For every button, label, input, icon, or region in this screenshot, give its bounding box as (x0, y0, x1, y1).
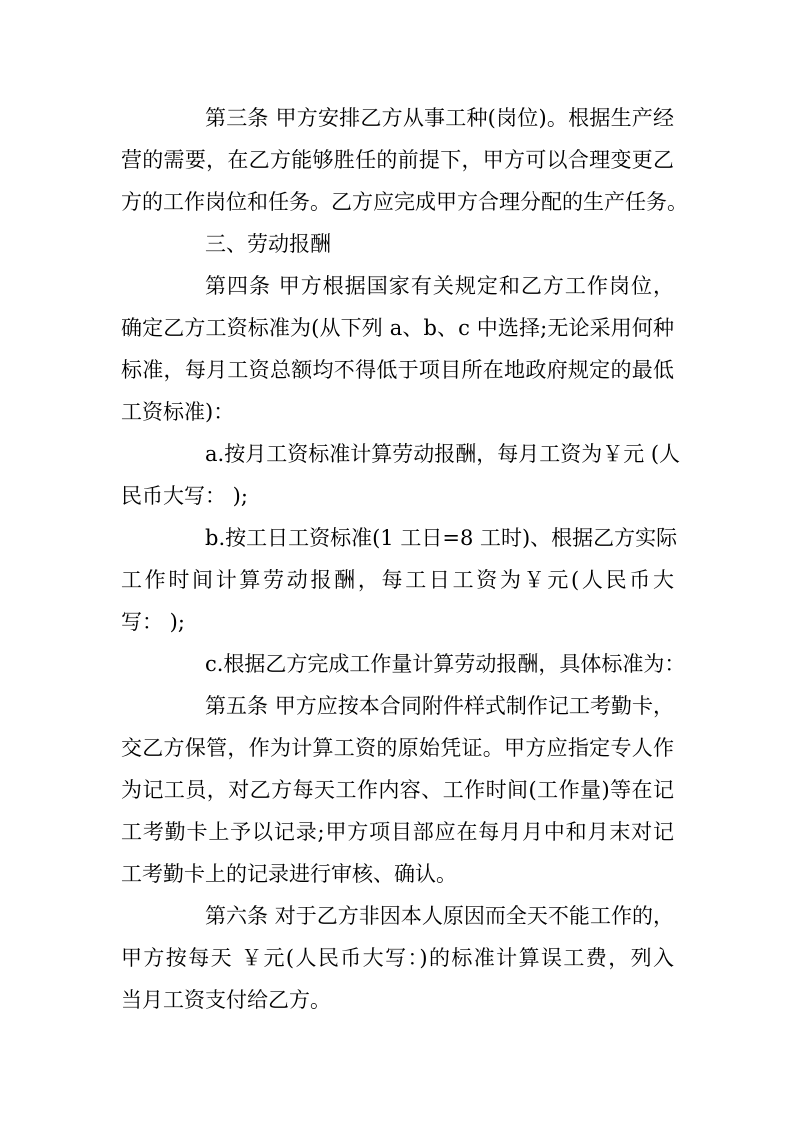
option-b-line-1: b.按工日工资标准(1 工日=8 工时)、根据乙方实际 (205, 526, 678, 550)
article5-line-1: 第五条 甲方应按本合同附件样式制作记工考勤卡， (205, 694, 674, 718)
article5-line-5: 工考勤卡上的记录进行审核、确认。 (121, 862, 457, 886)
option-a-line-1: a.按月工资标准计算劳动报酬，每月工资为￥元 (人 (205, 442, 681, 466)
section3-heading: 三、劳动报酬 (205, 232, 331, 256)
article5-line-2: 交乙方保管，作为计算工资的原始凭证。甲方应指定专人作 (121, 736, 674, 760)
article4-line-1: 第四条 甲方根据国家有关规定和乙方工作岗位， (205, 274, 674, 298)
option-b-line-3: 写： ); (121, 610, 185, 634)
article6-line-2: 甲方按每天 ￥元(人民币大写：)的标准计算误工费，列入 (121, 946, 674, 970)
article6-line-1: 第六条 对于乙方非因本人原因而全天不能工作的， (205, 904, 674, 928)
article6-line-3: 当月工资支付给乙方。 (121, 988, 331, 1012)
article4-line-2: 确定乙方工资标准为(从下列 a、b、c 中选择;无论采用何种 (121, 316, 674, 340)
option-c-line-1: c.根据乙方完成工作量计算劳动报酬，具体标准为： (205, 652, 686, 676)
article5-line-3: 为记工员，对乙方每天工作内容、工作时间(工作量)等在记 (121, 778, 674, 802)
article5-line-4: 工考勤卡上予以记录;甲方项目部应在每月月中和月末对记 (121, 820, 674, 844)
article3-line-3: 方的工作岗位和任务。乙方应完成甲方合理分配的生产任务。 (121, 190, 688, 214)
article4-line-3: 标准，每月工资总额均不得低于项目所在地政府规定的最低 (121, 358, 674, 382)
article3-line-1: 第三条 甲方安排乙方从事工种(岗位)。根据生产经 (205, 106, 674, 130)
option-a-line-2: 民币大写： ); (121, 484, 248, 508)
option-b-line-2: 工作时间计算劳动报酬，每工日工资为￥元(人民币大 (121, 568, 674, 592)
article4-line-4: 工资标准)： (121, 400, 235, 424)
article3-line-2: 营的需要，在乙方能够胜任的前提下，甲方可以合理变更乙 (121, 148, 674, 172)
